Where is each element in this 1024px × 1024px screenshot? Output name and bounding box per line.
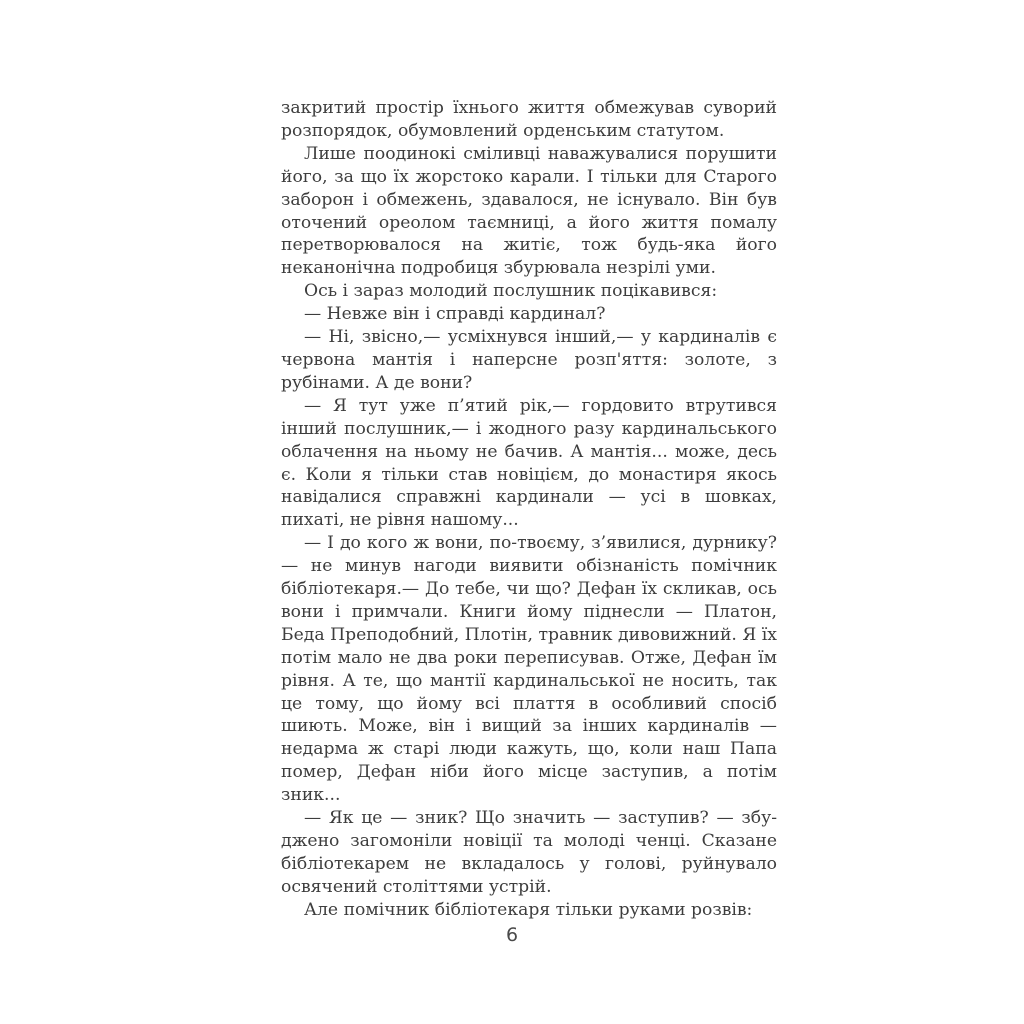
- paragraph: — Я тут уже п’ятий рік,— гордовито втрутився інший послушник,— і жодного разу кардинальського облачення на ньому не бачив. А мантія... може, десь є. Коли я тільки став новіцієм, до монастиря якось навідалися справжні кардинали — усі в шовках, пихаті, не рівня нашому...: [281, 395, 777, 531]
- paragraph: Ось і зараз молодий послушник поцікавився:: [304, 281, 718, 302]
- body-text: [281, 97, 777, 922]
- paragraph: — Як це — зник? Що значить — заступив? — збуджено загомоніли новіції та молоді ченці. Сказане бібліотекарем не вкладалось у голові, руйнувало освячений століттями устрій.: [281, 808, 777, 897]
- paragraph: — І до кого ж вони, по-твоєму, з’явилися, дурнику? — не минув нагоди виявити обізнаність помічник бібліотекаря.— До тебе, чи що? Дефан їх скликав, ось вони і примчали. Книги йому піднесли — Платон, Беда Преподобний, Плотін, травник дивовижний. Я їх потім мало не два роки переписував. Отже, Дефан їм рівня. А те, що мантії кардинальської не носить, так це тому, що йому всі плаття в особливий спосіб шиють. Може, він і вищий за інших кардиналів — недарма ж старі люди кажуть, що, коли наш Папа помер, Дефан ніби його місце заступив, а потім зник...: [281, 533, 777, 806]
- page-number: 6: [505, 924, 519, 946]
- paragraph: закритий простір їхнього життя обмежував суворий розпорядок, обумовлений орденським статутом.: [281, 98, 777, 141]
- paragraph: — Невже він і справді кардинал?: [304, 304, 606, 325]
- paragraph: Але помічник бібліотекаря тільки руками розвів:: [304, 899, 753, 920]
- paragraph: Лише поодинокі сміливці наважувалися порушити його, за що їх жорстоко карали. І тільки для Старого заборон і обмежень, здавалося, не існувало. Він був оточений ореолом таємниці, а його життя помалу перетворювалося на житіє, тож будь-яка його неканонічна подробиця збурювала незрілі уми.: [281, 143, 777, 279]
- paragraph: — Ні, звісно,— усміхнувся інший,— у кардиналів є червона мантія і наперсне розп'яття: золоте, з рубінами. А де вони?: [281, 327, 777, 393]
